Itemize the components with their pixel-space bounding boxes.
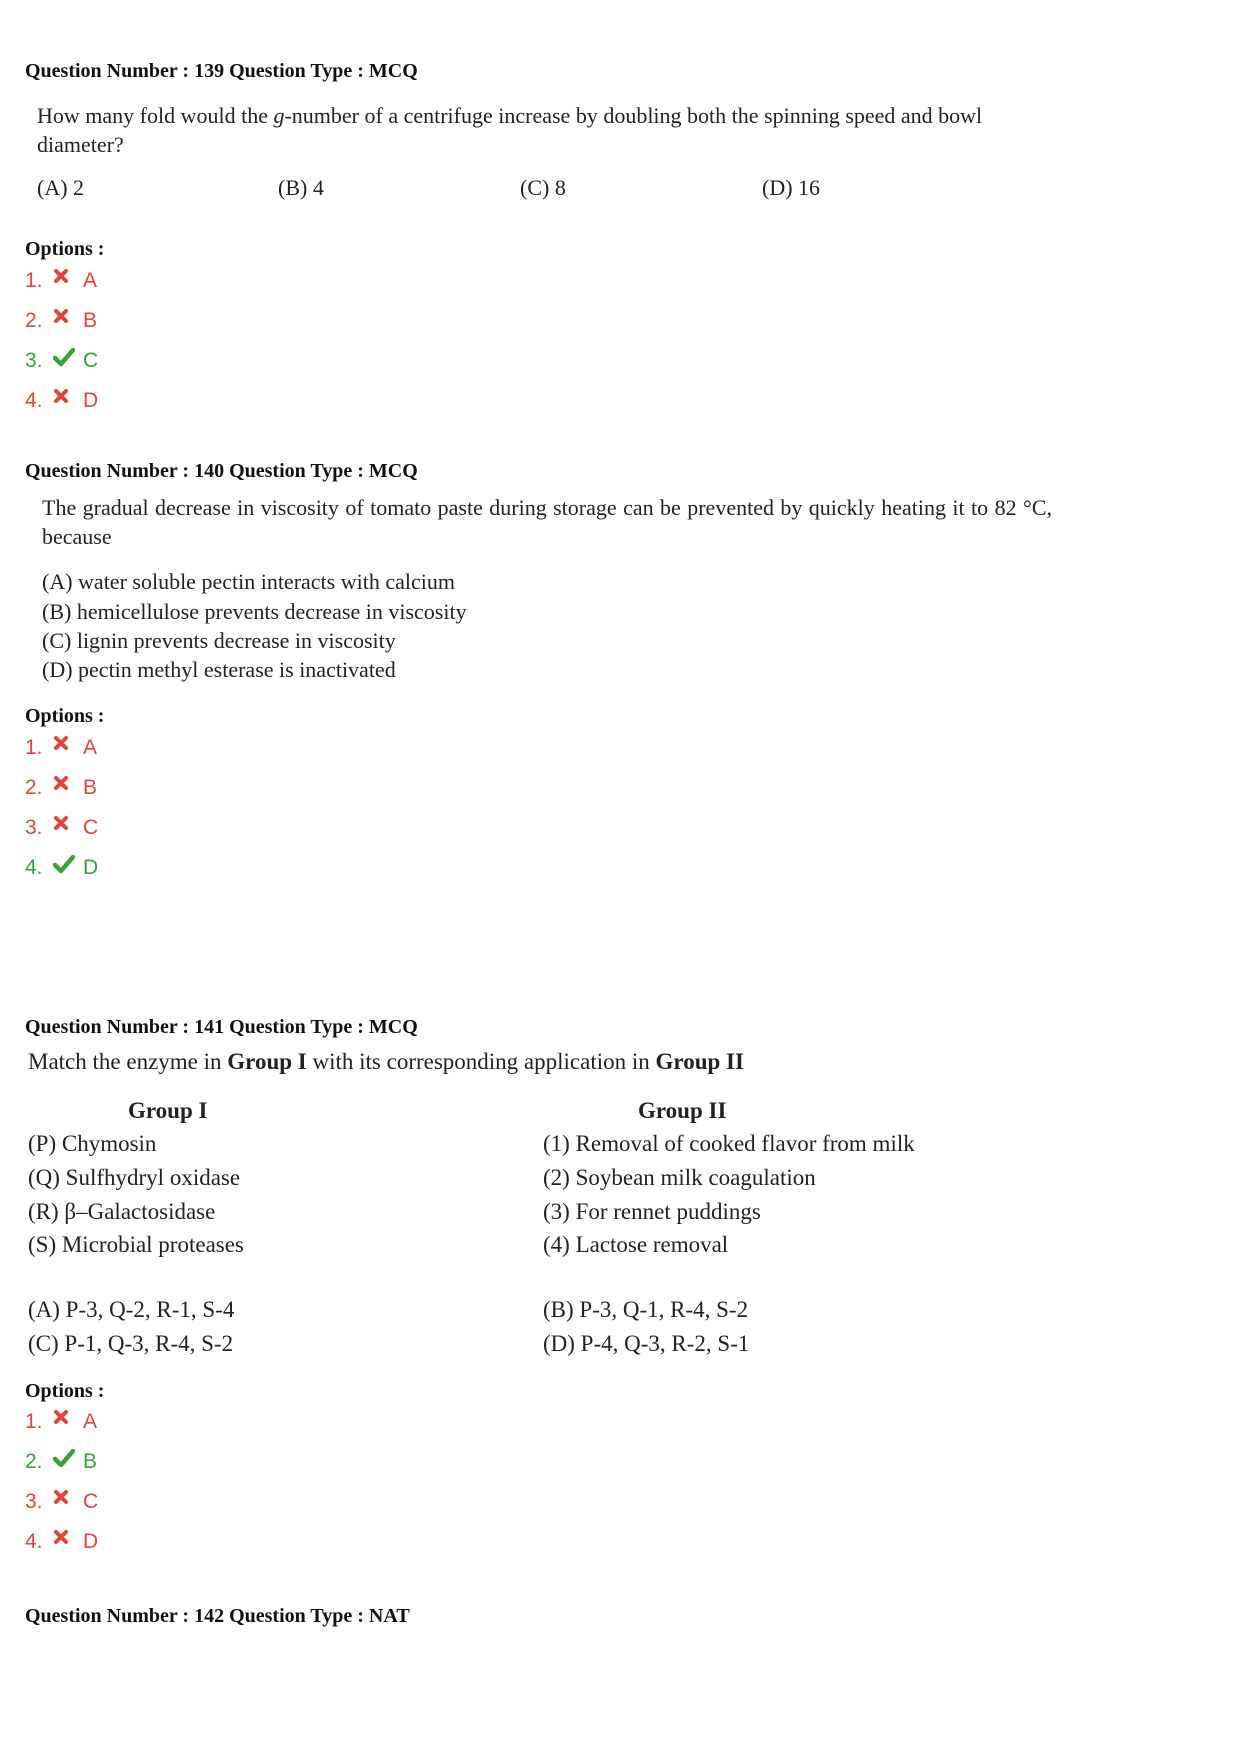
question-139-choice-a: (A) 2 [37,175,85,200]
check-icon [53,1449,83,1475]
question-141-options-label: Options : [25,1380,105,1402]
question-140-header: Question Number : 140 Question Type : MCQ [25,460,418,482]
cross-icon [53,735,83,761]
cross-icon [53,1529,83,1555]
question-141-choice-c: (C) P-1, Q-3, R-4, S-2 [28,1331,234,1356]
cross-icon [53,308,83,334]
question-141-choice-d: (D) P-4, Q-3, R-2, S-1 [543,1331,750,1356]
question-140-options-label: Options : [25,705,105,727]
question-140-choice-d: (D) pectin methyl esterase is inactivated [42,657,396,682]
cross-icon [53,388,83,414]
cross-icon [53,775,83,801]
group-1-item-p: (P) Chymosin [28,1131,157,1156]
question-140-option-2: 2. B [25,776,98,799]
group-2-item-4: (4) Lactose removal [543,1232,729,1257]
group-2-item-1: (1) Removal of cooked flavor from milk [543,1131,915,1156]
question-139-header: Question Number : 139 Question Type : MCQ [25,60,418,82]
question-139-option-3: 3. C [25,349,99,372]
question-141-option-4: 4. D [25,1530,99,1553]
question-140-option-4: 4. D [25,856,99,879]
cross-icon [53,1489,83,1515]
question-139-option-4: 4. D [25,389,99,412]
question-140-choice-a: (A) water soluble pectin interacts with calcium [42,569,455,594]
group-2-heading: Group II [638,1098,727,1123]
question-140-choice-b: (B) hemicellulose prevents decrease in viscosity [42,599,467,624]
question-139-choice-c: (C) 8 [520,175,566,200]
question-139-option-2: 2. B [25,309,98,332]
question-141-header: Question Number : 141 Question Type : MCQ [25,1016,418,1038]
question-141-text: Match the enzyme in Group I with its corresponding application in Group II [28,1049,744,1074]
question-140-text: The gradual decrease in viscosity of tomato paste during storage can be prevented by quickly heating it to 82 °C, because [42,495,1052,549]
question-139-option-1: 1. A [25,269,98,292]
question-141-choice-b: (B) P-3, Q-1, R-4, S-2 [543,1297,749,1322]
group-2-item-2: (2) Soybean milk coagulation [543,1165,816,1190]
cross-icon [53,815,83,841]
group-1-heading: Group I [128,1098,208,1123]
question-139-choice-b: (B) 4 [278,175,324,200]
check-icon [53,348,83,374]
group-1-item-q: (Q) Sulfhydryl oxidase [28,1165,241,1190]
question-139-choice-d: (D) 16 [762,175,821,200]
question-140-option-1: 1. A [25,736,98,759]
check-icon [53,855,83,881]
cross-icon [53,268,83,294]
question-139-text: How many fold would the g-number of a centrifuge increase by doubling both the spinning speed and bowl diameter? [37,103,983,157]
question-141-option-1: 1. A [25,1410,98,1433]
question-141-choice-a: (A) P-3, Q-2, R-1, S-4 [28,1297,235,1322]
cross-icon [53,1409,83,1435]
question-142-header: Question Number : 142 Question Type : NAT [25,1605,410,1627]
question-140-option-3: 3. C [25,816,99,839]
question-140-choice-c: (C) lignin prevents decrease in viscosity [42,628,396,653]
question-141-option-3: 3. C [25,1490,99,1513]
group-1-item-r: (R) β–Galactosidase [28,1199,216,1224]
group-1-item-s: (S) Microbial proteases [28,1232,244,1257]
question-139-options-label: Options : [25,238,105,260]
question-141-option-2: 2. B [25,1450,98,1473]
group-2-item-3: (3) For rennet puddings [543,1199,761,1224]
